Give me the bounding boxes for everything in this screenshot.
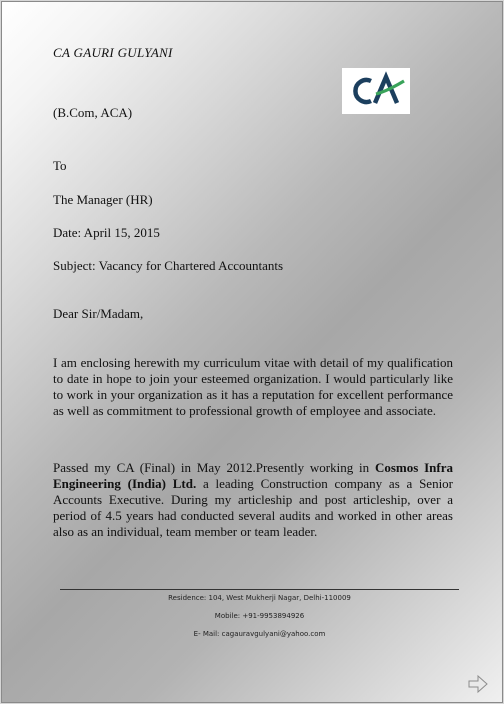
- paragraph-2-end: a leading Construction company as a Senior Accounts Executive. During my articleship and post articleship, over a period of 4.5 years had conducted several audits and worked in other areas also as an individual, team member or team leader.: [53, 476, 454, 539]
- arrow-right-icon: [467, 674, 489, 694]
- salutation: Dear Sir/Madam,: [53, 306, 144, 321]
- footer-email: E- Mail: cagauravgulyani@yahoo.com: [193, 630, 326, 638]
- footer-mobile: Mobile: +91-9953894926: [214, 612, 305, 620]
- qualifications: (B.Com, ACA): [53, 105, 133, 120]
- to-label: To: [53, 158, 67, 173]
- document-page: [1, 1, 503, 703]
- ca-logo: [342, 68, 410, 114]
- sender-name: CA GAURI GULYANI: [53, 45, 173, 60]
- ca-logo-icon: [342, 68, 410, 114]
- next-page-button[interactable]: [467, 674, 489, 694]
- letter-subject: Subject: Vacancy for Chartered Accountants: [53, 258, 284, 273]
- recipient-manager: The Manager (HR): [53, 192, 153, 207]
- body-paragraph-1: I am enclosing herewith my curriculum vitae with detail of my qualification to date in hope to join your esteemed organization. I would particularly like to work in your organization as it has a reputation for excellent performance as well as commitment to professional growth of employee and associate.: [53, 355, 453, 418]
- paragraph-2-start: Passed my CA (Final) in May 2012.Presently working in: [53, 460, 375, 475]
- letter-date: Date: April 15, 2015: [53, 225, 160, 240]
- footer-divider: [60, 589, 459, 590]
- footer-residence: Residence: 104, West Mukherji Nagar, Delhi-110009: [168, 594, 351, 602]
- body-paragraph-2: [53, 460, 453, 540]
- company-name: Cosmos Infra Engineering (India) Ltd.: [53, 460, 453, 491]
